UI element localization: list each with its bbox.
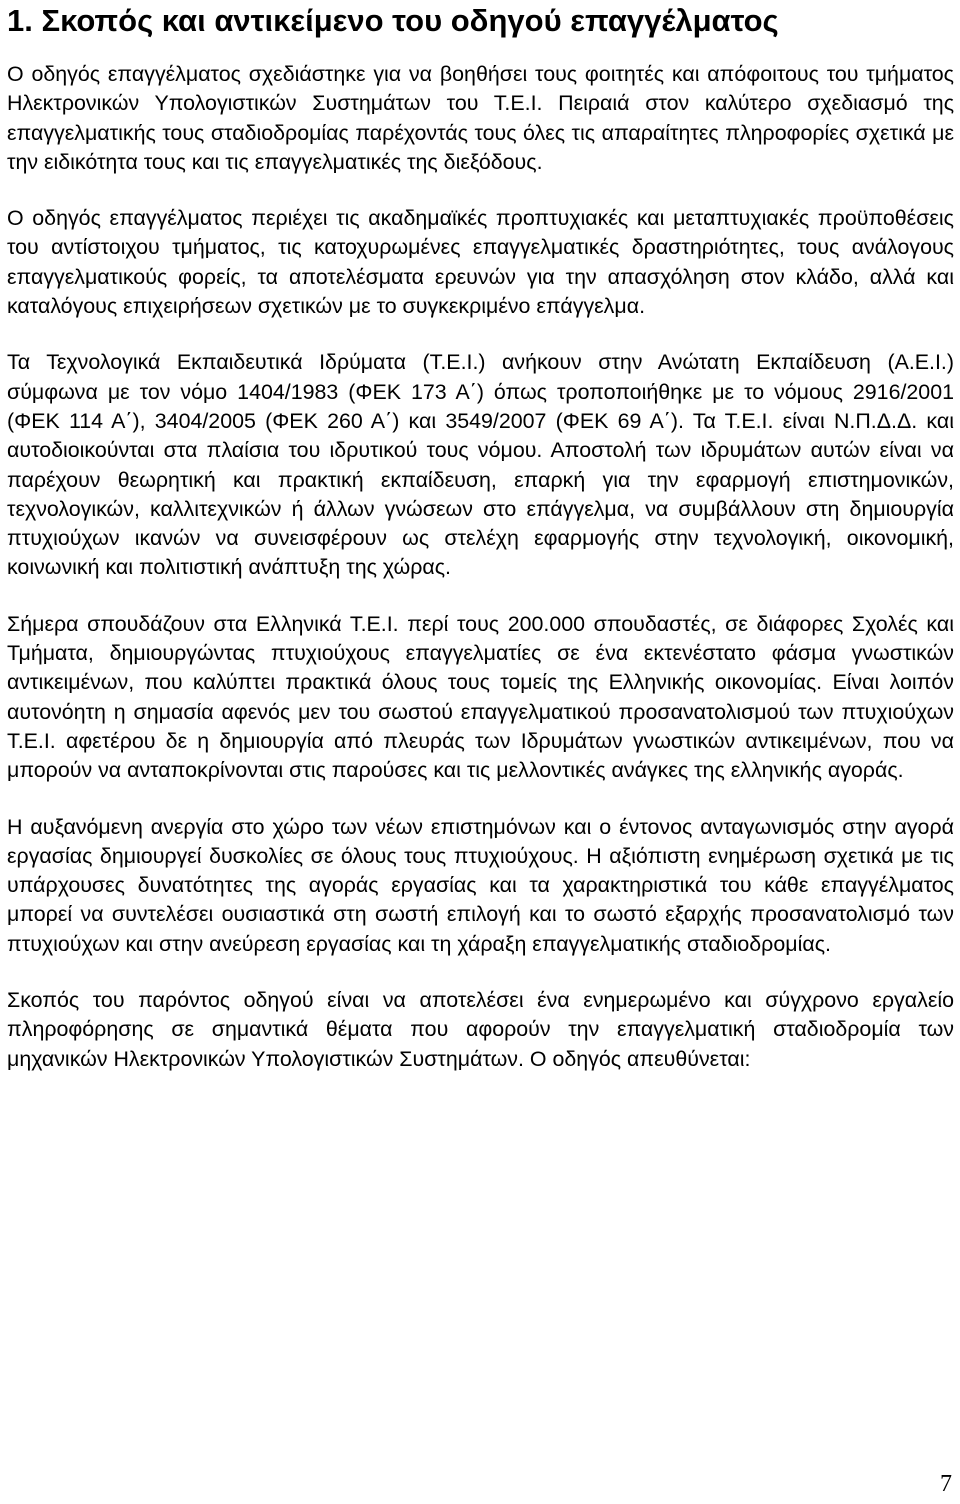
body-text xyxy=(7,60,954,1074)
document-page xyxy=(7,0,954,1074)
paragraph-purpose: Ο οδηγός επαγγέλματος σχεδιάστηκε για να βοηθήσει τους φοιτητές και απόφοιτους του τμήματος Ηλεκτρονικών Υπολογιστικών Συστημάτων του Τ.Ε.Ι. Πειραιά στον καλύτερο σχεδιασμό της επαγγελματικής τους σταδιοδρομίας παρέχοντάς τους όλες τις απαραίτητες πληροφορίες σχετικά με την ειδικότητα τους και τις επαγγελματικές της διεξόδους. xyxy=(7,62,954,174)
section-heading: 1. Σκοπός και αντικείμενο του οδηγού επαγγέλματος xyxy=(7,3,779,38)
paragraph-tei-law: Τα Τεχνολογικά Εκπαιδευτικά Ιδρύματα (Τ.Ε.Ι.) ανήκουν στην Ανώτατη Εκπαίδευση (Α.Ε.Ι.) σύμφωνα με τον νόμο 1404/1983 (ΦΕΚ 173 Α΄) όπως τροποποιήθηκε με το νόμους 2916/2001 (ΦΕΚ 114 Α΄), 3404/2005 (ΦΕΚ 260 Α΄) και 3549/2007 (ΦΕΚ 69 Α΄). Τα Τ.Ε.Ι. είναι Ν.Π.Δ.Δ. και αυτοδιοικούνται στα πλαίσια του ιδρυτικού τους νόμου. Αποστολή των ιδρυμάτων αυτών είναι να παρέχουν θεωρητική και πρακτική εκπαίδευση, επαρκή για την εφαρμογή επιστημονικών, τεχνολογικών, καλλιτεχνικών ή άλλων γνώσεων στο επάγγελμα, να συμβάλλουν στη δημιουργία πτυχιούχων ικανών να συνεισφέρουν ως στελέχη εφαρμογής στην τεχνολογική, οικονομική, κοινωνική και πολιτιστική ανάπτυξη της χώρας. xyxy=(7,350,954,580)
page-number: 7 xyxy=(940,1471,952,1497)
paragraph-contents: Ο οδηγός επαγγέλματος περιέχει τις ακαδημαϊκές προπτυχιακές και μεταπτυχιακές προϋποθέσεις του αντίστοιχου τμήματος, τις κατοχυρωμένες επαγγελματικές δραστηριότητες, τους ανάλογους επαγγελματικούς φορείς, τα αποτελέσματα ερευνών για την απασχόληση στον κλάδο, αλλά και καταλόγους επιχειρήσεων σχετικών με το συγκεκριμένο επάγγελμα. xyxy=(7,206,954,319)
paragraph-guide-aim: Σκοπός του παρόντος οδηγού είναι να αποτελέσει ένα ενημερωμένο και σύγχρονο εργαλείο πληροφόρησης σε σημαντικά θέματα που αφορούν την επαγγελματική σταδιοδρομία των μηχανικών Ηλεκτρονικών Υπολογιστικών Συστημάτων. Ο οδηγός απευθύνεται: xyxy=(7,988,954,1071)
paragraph-students: Σήμερα σπουδάζουν στα Ελληνικά Τ.Ε.Ι. περί τους 200.000 σπουδαστές, σε διάφορες Σχολές και Τμήματα, δημιουργώντας πτυχιούχους επαγγελματίες σε ένα εκτενέστατο φάσμα γνωστικών αντικειμένων, που καλύπτει πρακτικά όλους τους τομείς της Ελληνικής οικονομίας. Είναι λοιπόν αυτονόητη η σημασία αφενός μεν του σωστού επαγγελματικού προσανατολισμού των πτυχιούχων Τ.Ε.Ι. αφετέρου δε η δημιουργία από πλευράς των Ιδρυμάτων γνωστικών αντικειμένων, που να μπορούν να ανταποκρίνονται στις παρούσες και τις μελλοντικές ανάγκες της ελληνικής αγοράς. xyxy=(7,611,954,783)
paragraph-unemployment: Η αυξανόμενη ανεργία στο χώρο των νέων επιστημόνων και ο έντονος ανταγωνισμός στην αγορά εργασίας δημιουργεί δυσκολίες σε όλους τους πτυχιούχους. Η αξιόπιστη ενημέρωση σχετικά με τις υπάρχουσες δυνατότητες της αγοράς εργασίας και τα χαρακτηριστικά του κάθε επαγγέλματος μπορεί να συντελέσει ουσιαστικά στη σωστή επιλογή και το σωστό εξαρχής προσανατολισμό των πτυχιούχων και στην ανεύρεση εργασίας και τη χάραξη επαγγελματικής σταδιοδρομίας. xyxy=(7,814,954,956)
